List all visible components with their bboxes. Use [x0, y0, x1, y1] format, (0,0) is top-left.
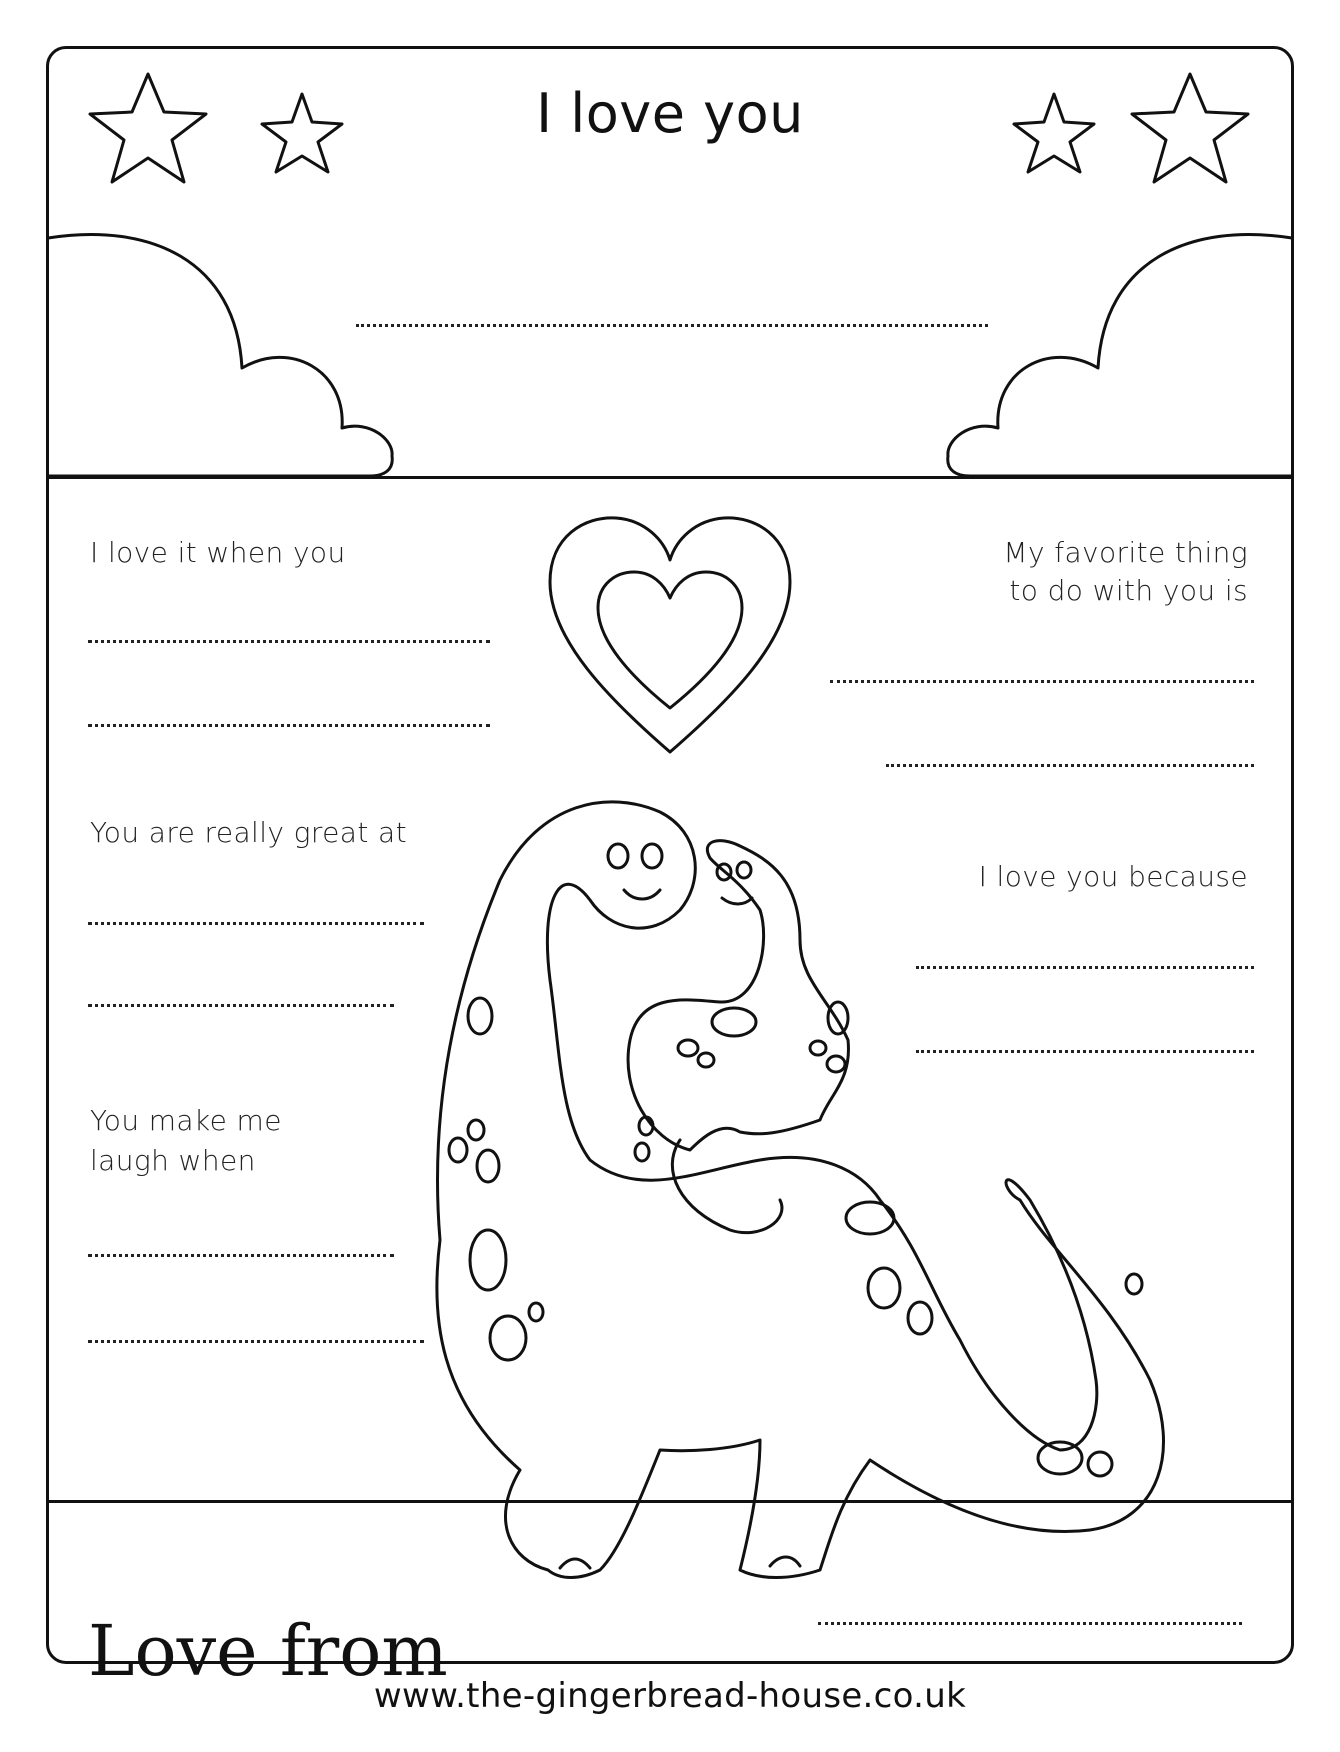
prompt-laugh-line1: You make me [90, 1104, 282, 1137]
laugh-line-1[interactable] [88, 1254, 394, 1257]
heart-icon [550, 518, 790, 752]
favorite-line-1[interactable] [830, 680, 1254, 683]
prompt-favorite-line1: My favorite thing [1003, 536, 1248, 569]
signoff-label: Love from [88, 1610, 448, 1692]
prompt-great-at: You are really great at [90, 816, 407, 849]
love-when-line-1[interactable] [88, 640, 490, 643]
prompt-favorite-line2: to do with you is [1009, 574, 1248, 607]
prompt-because: I love you because [978, 860, 1248, 893]
name-fill-line[interactable] [356, 324, 988, 327]
footer-url: www.the-gingerbread-house.co.uk [373, 1676, 967, 1716]
cloud-icon [948, 234, 1292, 476]
prompt-love-when: I love it when you [90, 536, 346, 569]
dinosaur-illustration [437, 802, 1164, 1578]
laugh-line-2[interactable] [88, 1340, 424, 1343]
heart-icon [598, 572, 742, 708]
page-title: I love you [536, 82, 804, 145]
cloud-icon [48, 234, 392, 476]
because-line-1[interactable] [916, 966, 1254, 969]
favorite-line-2[interactable] [886, 764, 1254, 767]
great-at-line-2[interactable] [88, 1004, 394, 1007]
prompt-laugh-line2: laugh when [90, 1144, 256, 1177]
signoff-line[interactable] [818, 1622, 1242, 1625]
love-when-line-2[interactable] [88, 724, 490, 727]
because-line-2[interactable] [916, 1050, 1254, 1053]
great-at-line-1[interactable] [88, 922, 424, 925]
